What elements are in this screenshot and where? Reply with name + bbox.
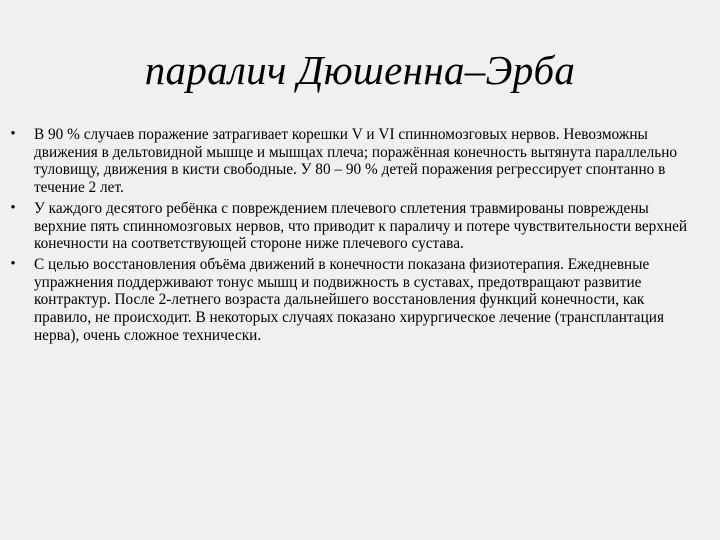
bullet-item: [0, 256, 720, 345]
slide-title: паралич Дюшенна–Эрба: [144, 47, 576, 93]
bullet-item: [0, 200, 720, 253]
bullet-item: [0, 126, 720, 197]
bullet-text: С целью восстановления объёма движений в конечности показана физиотерапия. Ежедневные упражнения поддерживают тонус мышц и подвижность в суставах, предотвращают развитие контрактур. После 2-летнего возраста дальнейшего восстановления функций конечности, как правило, не происходит. В некоторых случаях показано хирургическое лечение (трансплантация нерва), очень сложное технически.: [34, 255, 665, 344]
bullet-icon: •: [10, 255, 16, 272]
bullet-text: У каждого десятого ребёнка с повреждением плечевого сплетения травмированы повреждены верхние пять спинномозговых нервов, что приводит к параличу и потере чувствительности верхней конечности на соответствующей стороне ниже плечевого сустава.: [34, 199, 688, 253]
bullet-icon: •: [10, 126, 16, 142]
bullet-text: В 90 % случаев поражение затрагивает корешки V и VI спинномозговых нервов. Невозможны движения в дельтовидной мышце и мышцах плеча; поражённая конечность вытянута параллельно туловищу, движения в кисти свободные. У 80 – 90 % детей поражения регрессирует спонтанно в течение 2 лет.: [34, 126, 678, 197]
bullet-list: [0, 126, 720, 347]
bullet-icon: •: [10, 199, 16, 216]
